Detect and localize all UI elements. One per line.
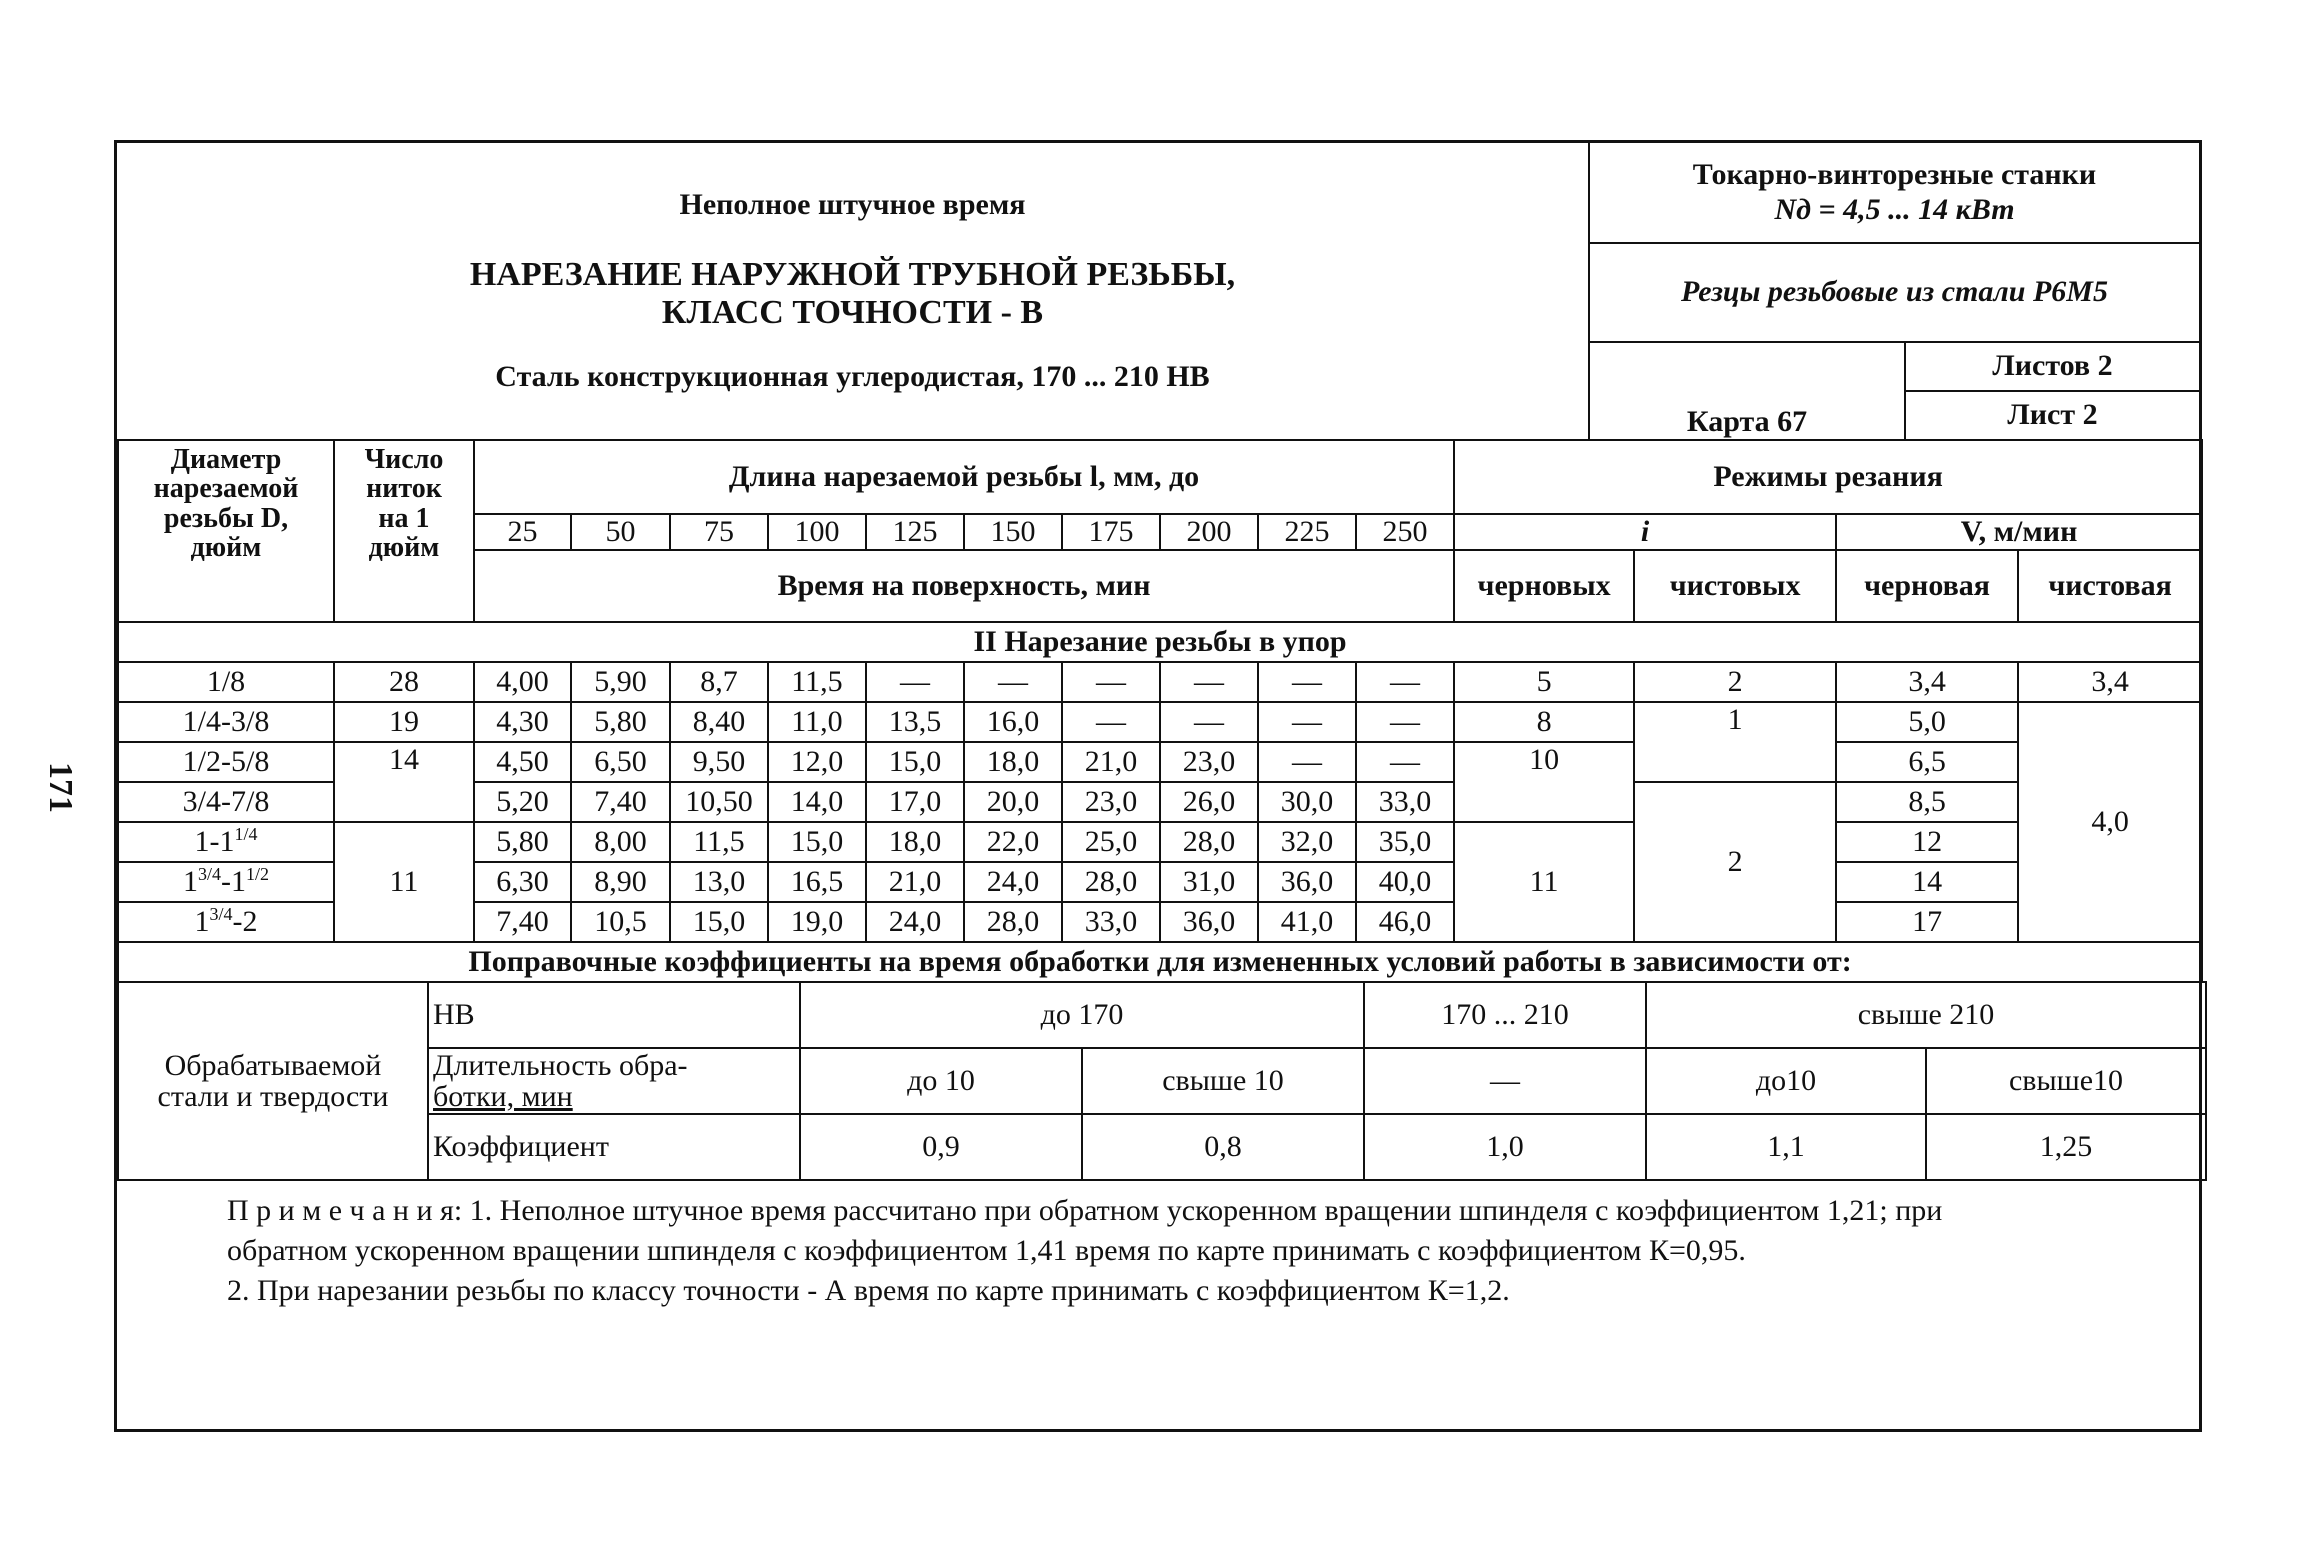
duration-label bbox=[428, 1048, 800, 1114]
page-number: 171 bbox=[42, 762, 79, 813]
time-cell: 4,00 bbox=[474, 662, 571, 702]
time-cell: — bbox=[1258, 662, 1356, 702]
coef-value: 0,8 bbox=[1082, 1114, 1364, 1180]
time-cell: 28,0 bbox=[1062, 862, 1160, 902]
diameter-mid: -2 bbox=[232, 905, 258, 938]
table-row bbox=[118, 702, 2202, 742]
time-cell: — bbox=[1258, 702, 1356, 742]
table-row bbox=[118, 822, 2202, 862]
duration-value: свыше 10 bbox=[1082, 1048, 1364, 1114]
time-cell: 31,0 bbox=[1160, 862, 1258, 902]
v-rough-cell: 17 bbox=[1836, 902, 2018, 942]
length-200: 200 bbox=[1160, 514, 1258, 550]
time-cell: 35,0 bbox=[1356, 822, 1454, 862]
time-cell: — bbox=[1258, 742, 1356, 782]
hb-value: свыше 210 bbox=[1646, 982, 2206, 1048]
diameter-main: 1 bbox=[194, 905, 210, 938]
time-cell: 18,0 bbox=[866, 822, 964, 862]
hb-label: НВ bbox=[428, 982, 800, 1048]
time-cell: 24,0 bbox=[964, 862, 1062, 902]
time-cell: 8,7 bbox=[670, 662, 768, 702]
time-cell: 19,0 bbox=[768, 902, 866, 942]
machine-type bbox=[1589, 143, 2199, 243]
time-cell: — bbox=[866, 662, 964, 702]
threads-header-line3: на 1 bbox=[378, 502, 430, 534]
time-cell: 32,0 bbox=[1258, 822, 1356, 862]
coef-group-label-line2: стали и твердости bbox=[157, 1080, 389, 1113]
time-cell: 46,0 bbox=[1356, 902, 1454, 942]
diameter-sup: 3/4 bbox=[197, 864, 221, 884]
time-cell: — bbox=[1062, 702, 1160, 742]
time-cell: 41,0 bbox=[1258, 902, 1356, 942]
time-cell: 5,20 bbox=[474, 782, 571, 822]
time-cell: 8,40 bbox=[670, 702, 768, 742]
diameter-header bbox=[118, 440, 334, 622]
coef-label: Коэффициент bbox=[428, 1114, 800, 1180]
time-cell: 23,0 bbox=[1062, 782, 1160, 822]
coef-value: 0,9 bbox=[800, 1114, 1082, 1180]
time-cell: 25,0 bbox=[1062, 822, 1160, 862]
time-cell: 21,0 bbox=[1062, 742, 1160, 782]
i-finish-cell: 1 bbox=[1634, 702, 1836, 782]
time-cell: 30,0 bbox=[1258, 782, 1356, 822]
time-cell: 10,5 bbox=[571, 902, 670, 942]
header-title-block bbox=[117, 143, 1589, 440]
time-cell: — bbox=[1356, 702, 1454, 742]
row-threads: 14 bbox=[334, 742, 474, 822]
duration-label-line1: Длительность обра- bbox=[433, 1048, 688, 1082]
time-cell: 21,0 bbox=[866, 862, 964, 902]
time-cell: 5,80 bbox=[474, 822, 571, 862]
notes bbox=[117, 1181, 2199, 1311]
time-cell: 28,0 bbox=[1160, 822, 1258, 862]
time-cell: — bbox=[1356, 662, 1454, 702]
v-rough-header: черновая bbox=[1836, 550, 2018, 622]
diameter-main: 1-1 bbox=[194, 825, 235, 858]
duration-label-line2: ботки, мин bbox=[433, 1080, 573, 1113]
note-line1: П р и м е ч а н и я: 1. Неполное штучное время рассчитано при обратном ускоренном вращении шпинделя с коэффициентом 1,21; при bbox=[227, 1194, 1943, 1227]
time-cell: 33,0 bbox=[1062, 902, 1160, 942]
time-cell: 6,50 bbox=[571, 742, 670, 782]
machine-line1: Токарно-винторезные станки bbox=[1692, 158, 2097, 192]
card-number: Карта 67 bbox=[1589, 342, 1905, 440]
time-cell: 23,0 bbox=[1160, 742, 1258, 782]
time-cell: 7,40 bbox=[474, 902, 571, 942]
main-table bbox=[117, 439, 2203, 983]
time-cell: 4,30 bbox=[474, 702, 571, 742]
time-cell: 10,50 bbox=[670, 782, 768, 822]
coef-value: 1,0 bbox=[1364, 1114, 1646, 1180]
diameter-header-line2: нарезаемой bbox=[153, 473, 299, 505]
time-cell: 18,0 bbox=[964, 742, 1062, 782]
row-threads: 11 bbox=[334, 822, 474, 942]
time-cell: 12,0 bbox=[768, 742, 866, 782]
sheets-total: Листов 2 bbox=[1905, 342, 2199, 391]
length-75: 75 bbox=[670, 514, 768, 550]
time-cell: 15,0 bbox=[670, 902, 768, 942]
time-cell: 13,5 bbox=[866, 702, 964, 742]
length-25: 25 bbox=[474, 514, 571, 550]
time-cell: 40,0 bbox=[1356, 862, 1454, 902]
time-cell: 5,90 bbox=[571, 662, 670, 702]
v-header: V, м/мин bbox=[1836, 514, 2202, 550]
time-cell: 26,0 bbox=[1160, 782, 1258, 822]
time-cell: — bbox=[1160, 662, 1258, 702]
table-row bbox=[118, 742, 2202, 782]
time-cell: 13,0 bbox=[670, 862, 768, 902]
length-175: 175 bbox=[1062, 514, 1160, 550]
time-cell: 36,0 bbox=[1160, 902, 1258, 942]
header-subtitle: Неполное штучное время bbox=[679, 188, 1026, 221]
time-cell: 24,0 bbox=[866, 902, 964, 942]
row-threads: 19 bbox=[334, 702, 474, 742]
diameter-header-line1: Диаметр bbox=[170, 444, 282, 475]
time-cell: 11,0 bbox=[768, 702, 866, 742]
i-rough-cell: 10 bbox=[1454, 742, 1634, 822]
coef-value: 1,25 bbox=[1926, 1114, 2206, 1180]
machine-line2: Nд = 4,5 ... 14 кВт bbox=[1774, 192, 2015, 226]
time-cell: 6,30 bbox=[474, 862, 571, 902]
table-row bbox=[118, 662, 2202, 702]
diameter-header-line3: резьбы D, bbox=[163, 502, 289, 534]
row-diameter: 1/8 bbox=[118, 662, 334, 702]
diameter-sup2: 1/2 bbox=[246, 864, 270, 884]
time-cell: 36,0 bbox=[1258, 862, 1356, 902]
time-cell: 22,0 bbox=[964, 822, 1062, 862]
section-title: II Нарезание резьбы в упор bbox=[118, 622, 2202, 662]
diameter-mid: -1 bbox=[221, 865, 246, 898]
diameter-header-line4: дюйм bbox=[190, 532, 262, 564]
time-cell: 16,0 bbox=[964, 702, 1062, 742]
time-cell: — bbox=[1356, 742, 1454, 782]
time-cell: 16,5 bbox=[768, 862, 866, 902]
v-finish-cell: 3,4 bbox=[2018, 662, 2202, 702]
threads-header-line4: дюйм bbox=[368, 532, 440, 564]
diameter-sup: 3/4 bbox=[209, 904, 233, 924]
length-header: Длина нарезаемой резьбы l, мм, до bbox=[474, 440, 1454, 514]
threads-header-line2: ниток bbox=[366, 473, 442, 505]
coef-group-label-line1: Обрабатываемой bbox=[164, 1048, 382, 1082]
diameter-sup: 1/4 bbox=[234, 824, 258, 844]
time-cell: 17,0 bbox=[866, 782, 964, 822]
note-line3: 2. При нарезании резьбы по классу точности - А время по карте принимать с коэффициентом К=1,2. bbox=[227, 1273, 1510, 1307]
i-rough-cell: 8 bbox=[1454, 702, 1634, 742]
header-title-line2: КЛАСС ТОЧНОСТИ - В bbox=[661, 294, 1044, 331]
sheet-number: Лист 2 bbox=[1905, 391, 2199, 440]
duration-value: до10 bbox=[1646, 1048, 1926, 1114]
i-finish-cell: 2 bbox=[1634, 782, 1836, 942]
time-cell: 20,0 bbox=[964, 782, 1062, 822]
i-rough-header: черновых bbox=[1454, 550, 1634, 622]
coef-group-label bbox=[118, 982, 428, 1180]
coef-table bbox=[117, 981, 2207, 1181]
row-diameter bbox=[118, 822, 334, 862]
coef-value: 1,1 bbox=[1646, 1114, 1926, 1180]
time-cell: 8,90 bbox=[571, 862, 670, 902]
v-rough-cell: 14 bbox=[1836, 862, 2018, 902]
i-rough-cell: 5 bbox=[1454, 662, 1634, 702]
row-threads: 28 bbox=[334, 662, 474, 702]
coef-title: Поправочные коэффициенты на время обработки для измененных условий работы в зависимости от: bbox=[118, 942, 2202, 982]
duration-value: до 10 bbox=[800, 1048, 1082, 1114]
document-sheet bbox=[114, 140, 2202, 1432]
length-125: 125 bbox=[866, 514, 964, 550]
hb-value: 170 ... 210 bbox=[1364, 982, 1646, 1048]
time-cell: 9,50 bbox=[670, 742, 768, 782]
duration-value: свыше10 bbox=[1926, 1048, 2206, 1114]
row-diameter bbox=[118, 862, 334, 902]
time-cell: 7,40 bbox=[571, 782, 670, 822]
time-header: Время на поверхность, мин bbox=[474, 550, 1454, 622]
note-line2: обратном ускоренном вращении шпинделя с коэффициентом 1,41 время по карте принимать с коэффициентом К=0,95. bbox=[227, 1233, 1746, 1267]
header-table bbox=[117, 143, 2199, 441]
duration-value: — bbox=[1364, 1048, 1646, 1114]
i-finish-header: чистовых bbox=[1634, 550, 1836, 622]
time-cell: 28,0 bbox=[964, 902, 1062, 942]
time-cell: 15,0 bbox=[866, 742, 964, 782]
i-rough-cell: 11 bbox=[1454, 822, 1634, 942]
time-cell: 11,5 bbox=[670, 822, 768, 862]
diameter-main: 1 bbox=[182, 865, 198, 898]
length-250: 250 bbox=[1356, 514, 1454, 550]
time-cell: 8,00 bbox=[571, 822, 670, 862]
time-cell: 15,0 bbox=[768, 822, 866, 862]
length-150: 150 bbox=[964, 514, 1062, 550]
i-finish-cell: 2 bbox=[1634, 662, 1836, 702]
row-diameter: 3/4-7/8 bbox=[118, 782, 334, 822]
header-title-line1: НАРЕЗАНИЕ НАРУЖНОЙ ТРУБНОЙ РЕЗЬБЫ, bbox=[469, 256, 1236, 293]
time-cell: 14,0 bbox=[768, 782, 866, 822]
v-rough-cell: 3,4 bbox=[1836, 662, 2018, 702]
v-finish-header: чистовая bbox=[2018, 550, 2202, 622]
threads-header bbox=[334, 440, 474, 622]
header-material: Сталь конструкционная углеродистая, 170 ... 210 НВ bbox=[495, 360, 1210, 393]
modes-header: Режимы резания bbox=[1454, 440, 2202, 514]
hb-value: до 170 bbox=[800, 982, 1364, 1048]
time-cell: — bbox=[1160, 702, 1258, 742]
time-cell: — bbox=[964, 662, 1062, 702]
time-cell: 4,50 bbox=[474, 742, 571, 782]
time-cell: 33,0 bbox=[1356, 782, 1454, 822]
length-100: 100 bbox=[768, 514, 866, 550]
v-rough-cell: 12 bbox=[1836, 822, 2018, 862]
length-225: 225 bbox=[1258, 514, 1356, 550]
time-cell: 11,5 bbox=[768, 662, 866, 702]
v-rough-cell: 8,5 bbox=[1836, 782, 2018, 822]
i-header: i bbox=[1454, 514, 1836, 550]
row-diameter: 1/4-3/8 bbox=[118, 702, 334, 742]
time-cell: 5,80 bbox=[571, 702, 670, 742]
v-rough-cell: 5,0 bbox=[1836, 702, 2018, 742]
row-diameter bbox=[118, 902, 334, 942]
v-finish-cell: 4,0 bbox=[2018, 702, 2202, 942]
tool-material: Резцы резьбовые из стали Р6М5 bbox=[1589, 243, 2199, 341]
v-rough-cell: 6,5 bbox=[1836, 742, 2018, 782]
row-diameter: 1/2-5/8 bbox=[118, 742, 334, 782]
time-cell: — bbox=[1062, 662, 1160, 702]
threads-header-line1: Число bbox=[364, 444, 444, 475]
length-50: 50 bbox=[571, 514, 670, 550]
